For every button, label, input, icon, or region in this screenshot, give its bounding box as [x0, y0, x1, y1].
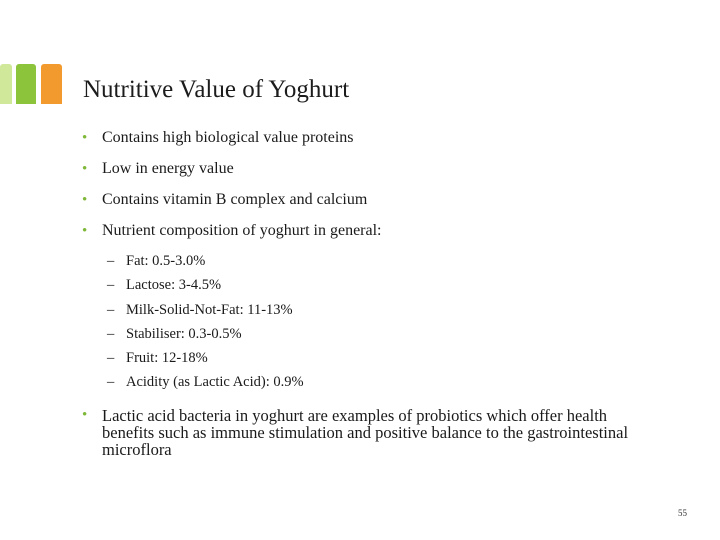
accent-bar-light-green [0, 64, 12, 104]
sub-bullet-item [107, 373, 304, 397]
page-number: 55 [678, 508, 687, 518]
bullet-marker: • [82, 192, 88, 208]
bullet-text: Lactic acid bacteria in yoghurt are examples of probiotics which offer health benefits such as immune stimulation and positive balance to the gastrointestinal microflora [102, 406, 629, 459]
dash-marker: – [107, 301, 115, 318]
sub-bullet-text: Lactose: 3-4.5% [126, 277, 222, 294]
bullet-marker: • [82, 130, 88, 146]
accent-bar-green [16, 64, 36, 104]
sub-bullet-text: Fruit: 12-18% [126, 350, 208, 367]
bullet-item [82, 407, 642, 458]
sub-bullet-item [107, 252, 304, 276]
bullet-marker: • [82, 407, 88, 423]
bullet-item [82, 159, 682, 190]
bullet-text: Contains high biological value proteins [102, 129, 354, 146]
dash-marker: – [107, 325, 115, 342]
sub-bullet-text: Fat: 0.5-3.0% [126, 253, 206, 269]
bullet-marker: • [82, 223, 88, 239]
sub-bullet-item [107, 301, 304, 325]
dash-marker: – [107, 277, 115, 294]
bullet-text: Contains vitamin B complex and calcium [102, 191, 368, 208]
sub-bullet-list [107, 252, 304, 398]
dash-marker: – [107, 350, 115, 367]
accent-bar-orange [41, 64, 62, 104]
dash-marker: – [107, 374, 115, 391]
sub-bullet-text: Stabiliser: 0.3-0.5% [126, 325, 242, 342]
sub-bullet-text: Milk-Solid-Not-Fat: 11-13% [126, 301, 293, 318]
bullet-text: Low in energy value [102, 160, 234, 177]
dash-marker: – [107, 253, 115, 269]
bullet-item [82, 128, 682, 159]
sub-bullet-text: Acidity (as Lactic Acid): 0.9% [126, 374, 304, 391]
bullet-marker: • [82, 161, 88, 177]
bullet-item [82, 190, 682, 221]
sub-bullet-item [107, 276, 304, 300]
sub-bullet-item [107, 349, 304, 373]
bullet-text: Nutrient composition of yoghurt in general: [102, 222, 382, 239]
sub-bullet-item [107, 325, 304, 349]
bullet-item [82, 221, 682, 252]
slide-title: Nutritive Value of Yoghurt [83, 76, 350, 103]
bullet-list [82, 128, 682, 252]
probiotics-bullet [82, 407, 642, 458]
